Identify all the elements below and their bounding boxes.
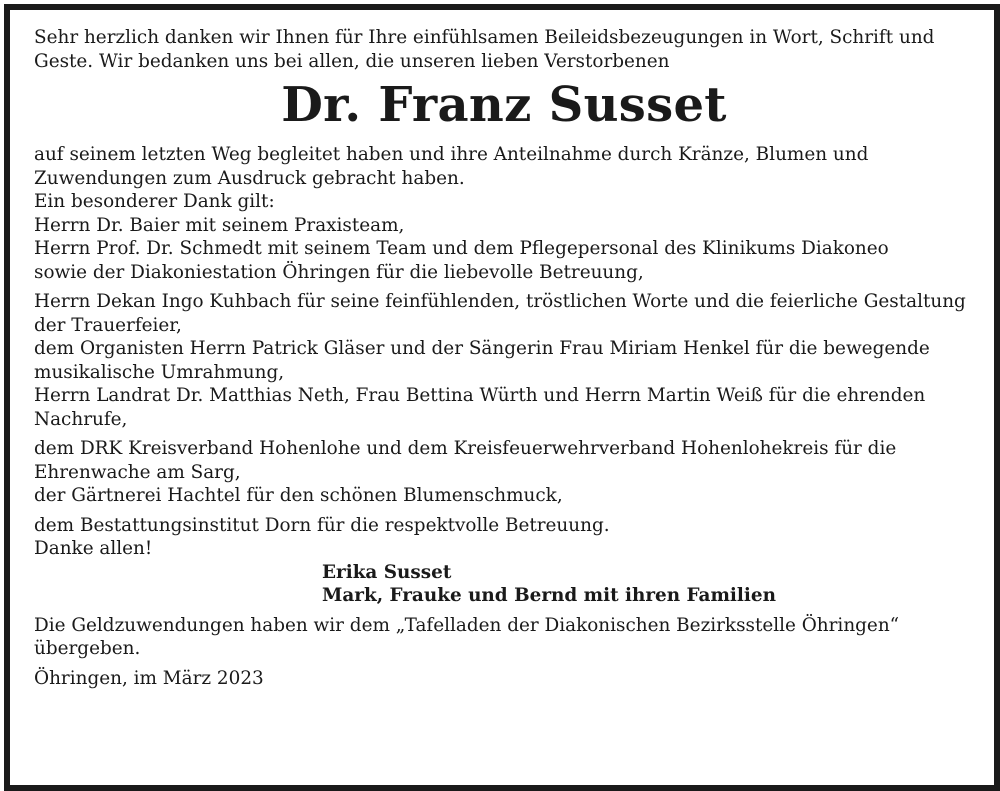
body-line: Ehrenwache am Sarg, — [34, 461, 241, 483]
body-line: dem DRK Kreisverband Hohenlohe und dem Kreisfeuerwehrverband Hohenlohekreis für die — [34, 438, 897, 459]
signature-line: Erika Susset — [322, 561, 452, 583]
signature-line: Mark, Frauke und Bernd mit ihren Familien — [322, 585, 776, 606]
body-line: Herrn Dr. Baier mit seinem Praxisteam, — [34, 214, 405, 236]
intro-line: Geste. Wir bedanken uns bei allen, die unseren lieben Verstorbenen — [34, 50, 670, 72]
deceased-name: Dr. Franz Susset — [281, 77, 727, 133]
body-line: musikalische Umrahmung, — [34, 361, 285, 383]
intro-text — [34, 26, 974, 73]
notice-frame — [4, 4, 1000, 791]
body-line: dem Organisten Herrn Patrick Gläser und der Sängerin Frau Miriam Henkel für die bewegende — [34, 338, 930, 359]
body-line: Herrn Dekan Ingo Kuhbach für seine feinfühlenden, tröstlichen Worte und die feierliche Gestaltung — [34, 291, 966, 312]
body-line: Nachrufe, — [34, 408, 128, 430]
donation-line: übergeben. — [34, 638, 141, 659]
body-line: Ein besonderer Dank gilt: — [34, 191, 275, 212]
body-line: der Trauerfeier, — [34, 314, 182, 336]
thanks-block-3 — [34, 437, 974, 508]
intro-line: Sehr herzlich danken wir Ihnen für Ihre einfühlsamen Beileidsbezeugungen in Wort, Schrift und — [34, 27, 935, 48]
thanks-block-2 — [34, 290, 974, 431]
thanks-block-4 — [34, 514, 974, 561]
signature-block — [34, 561, 974, 608]
place-date: Öhringen, im März 2023 — [34, 667, 264, 689]
body-line: der Gärtnerei Hachtel für den schönen Blumenschmuck, — [34, 485, 563, 506]
body-line: sowie der Diakoniestation Öhringen für die liebevolle Betreuung, — [34, 261, 644, 283]
donation-line: Die Geldzuwendungen haben wir dem „Tafelladen der Diakonischen Bezirksstelle Öhringen“ — [34, 614, 900, 636]
notice-content — [34, 26, 974, 690]
body-line: Herrn Prof. Dr. Schmedt mit seinem Team und dem Pflegepersonal des Klinikums Diakoneo — [34, 238, 889, 259]
body-line: dem Bestattungsinstitut Dorn für die respektvolle Betreuung. — [34, 514, 610, 536]
body-line: Herrn Landrat Dr. Matthias Neth, Frau Bettina Würth und Herrn Martin Weiß für die ehrenden — [34, 385, 926, 406]
donation-note — [34, 614, 974, 661]
body-line: auf seinem letzten Weg begleitet haben und ihre Anteilnahme durch Kränze, Blumen und — [34, 144, 869, 165]
body-line: Danke allen! — [34, 538, 153, 559]
thanks-block-1 — [34, 143, 974, 284]
body-line: Zuwendungen zum Ausdruck gebracht haben. — [34, 167, 465, 189]
